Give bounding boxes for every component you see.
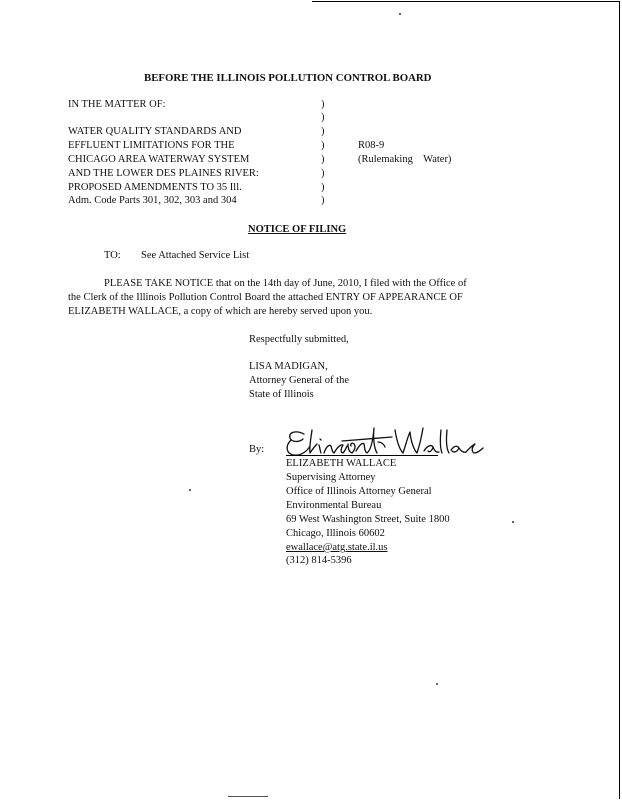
caption-line: AND THE LOWER DES PLAINES RIVER: xyxy=(68,168,259,179)
caption-paren: ) xyxy=(321,112,325,123)
ag-line: Attorney General of the xyxy=(249,375,350,386)
notice-heading: NOTICE OF FILING xyxy=(248,224,347,235)
caption-line: WATER QUALITY STANDARDS AND xyxy=(68,126,242,137)
body-line: ELIZABETH WALLACE, a copy of which are hereby served upon you. xyxy=(68,306,373,317)
scan-border-right xyxy=(619,1,620,799)
caption-line: CHICAGO AREA WATERWAY SYSTEM xyxy=(68,154,250,165)
signer-email-link[interactable]: ewallace@atg.state.il.us xyxy=(286,542,388,553)
caption-paren: ) xyxy=(321,182,325,193)
caption-paren: ) xyxy=(321,154,325,165)
to-value: See Attached Service List xyxy=(141,250,250,261)
caption-paren: ) xyxy=(321,195,325,206)
docket-number: R08-9 xyxy=(358,140,385,151)
ag-line: State of Illinois xyxy=(249,389,314,400)
to-label: TO: xyxy=(104,250,121,261)
caption-paren: ) xyxy=(321,126,325,137)
body-line: the Clerk of the Illinois Pollution Control Board the attached ENTRY OF APPEARANCE OF xyxy=(68,292,463,303)
caption-line: EFFLUENT LIMITATIONS FOR THE xyxy=(68,140,235,151)
board-title: BEFORE THE ILLINOIS POLLUTION CONTROL BOARD xyxy=(144,72,432,84)
docket-type: (Rulemaking Water) xyxy=(358,154,452,165)
signer-phone: (312) 814-5396 xyxy=(286,555,352,566)
caption-paren: ) xyxy=(321,99,325,110)
scan-speck xyxy=(399,13,401,15)
signer-line: Office of Illinois Attorney General xyxy=(286,486,432,497)
scan-border-top xyxy=(312,1,620,2)
signer-name: ELIZABETH WALLACE xyxy=(286,458,397,469)
caption-paren: ) xyxy=(321,168,325,179)
scan-mark-bottom xyxy=(228,796,268,797)
scan-speck xyxy=(436,683,438,685)
by-label: By: xyxy=(249,444,265,455)
signature-image xyxy=(282,420,488,460)
scan-speck xyxy=(189,489,191,491)
respectfully-submitted: Respectfully submitted, xyxy=(249,334,349,345)
scan-speck xyxy=(512,521,514,523)
caption-line: IN THE MATTER OF: xyxy=(68,99,166,110)
signer-line: Environmental Bureau xyxy=(286,500,382,511)
signer-line: Chicago, Illinois 60602 xyxy=(286,528,385,539)
caption-paren: ) xyxy=(321,140,325,151)
caption-line: PROPOSED AMENDMENTS TO 35 Ill. xyxy=(68,182,242,193)
caption-line: Adm. Code Parts 301, 302, 303 and 304 xyxy=(68,195,237,206)
ag-line: LISA MADIGAN, xyxy=(249,361,328,372)
signer-line: 69 West Washington Street, Suite 1800 xyxy=(286,514,450,525)
body-line: PLEASE TAKE NOTICE that on the 14th day of June, 2010, I filed with the Office of xyxy=(104,278,467,289)
signer-line: Supervising Attorney xyxy=(286,472,376,483)
signature-line xyxy=(286,455,438,456)
